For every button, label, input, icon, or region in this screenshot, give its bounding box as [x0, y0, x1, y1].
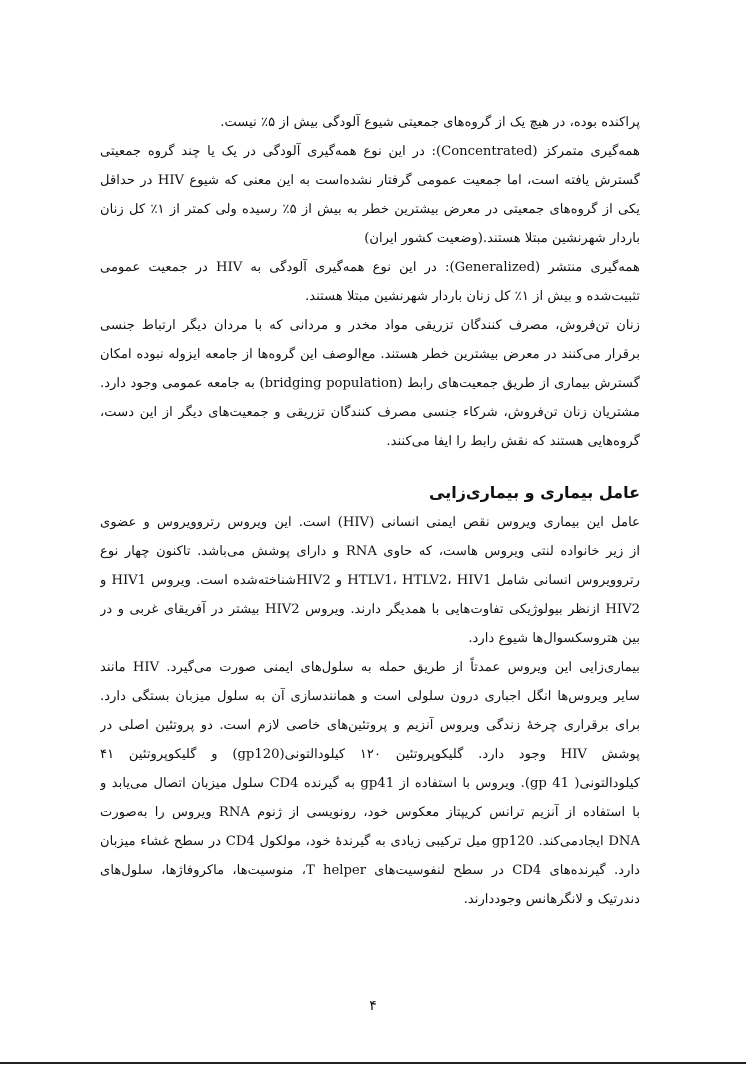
text-line: یکی از گروه‌های جمعیتی در معرض بیشترین خطر به بیش از ۵٪ رسیده ولی کمتر از ۱٪ کل زنان: [100, 202, 640, 217]
text-line: سایر ویروس‌ها انگل اجباری درون سلولی است و همانندسازی آن به سلول میزبان بستگی دارد.: [100, 689, 640, 704]
text-line: همه‌گیری منتشر (Generalized): در این نوع همه‌گیری آلودگی به HIV در جمعیت عمومی: [100, 260, 640, 275]
text-line: همه‌گیری متمرکز (Concentrated): در این نوع همه‌گیری آلودگی در یک یا چند گروه جمعیتی: [100, 144, 640, 159]
paragraph-concentrated-epidemic: [100, 137, 640, 253]
document-page: [100, 108, 640, 914]
text-line: دندرتیک و لانگرهانس وجوددارند.: [463, 892, 640, 907]
text-line: رتروویروس انسانی شامل HTLV1، HTLV2، HIV1 و HIV2شناخته‌شده است. ویروس HIV1 و: [100, 573, 640, 588]
page-number: ۴: [369, 998, 377, 1014]
text-line: عامل این بیماری ویروس نقص ایمنی انسانی (HIV) است. این ویروس رتروویروس و عضوی: [100, 515, 640, 530]
paragraph-pathogenesis: [100, 653, 640, 914]
text-line: از زیر خانواده لنتی ویروس هاست، که حاوی RNA و دارای پوشش می‌باشد. تاکنون چهار نوع: [100, 544, 640, 559]
footer-divider: [0, 1062, 746, 1064]
text-line: بین هتروسکسوال‌ها شیوع دارد.: [468, 631, 640, 646]
text-line: گسترش بیماری از طریق جمعیت‌های رابط (bridging population) به جامعه عمومی وجود دارد.: [100, 376, 640, 391]
section-heading: عامل بیماری و بیماری‌زایی: [429, 483, 640, 502]
text-line: بیماری‌زایی این ویروس عمدتاً از طریق حمله به سلول‌های ایمنی صورت می‌گیرد. HIV مانند: [100, 660, 640, 675]
text-line: DNA ایجادمی‌کند. gp120 میل ترکیبی زیادی به گیرندهٔ خود، مولکول CD4 در سطح غشاء میزبان: [100, 834, 640, 849]
paragraph-intro-continuation: [100, 108, 640, 137]
text-line: باردار شهرنشین مبتلا هستند.(وضعیت کشور ایران): [364, 231, 640, 246]
paragraph-high-risk-groups: [100, 311, 640, 456]
text-line: مشتریان زنان تن‌فروش، شرکاء جنسی مصرف کنندگان تزریقی و جمعیت‌های دیگر از این دست،: [100, 405, 640, 420]
text-line: پراکنده بوده، در هیچ یک از گروه‌های جمعیتی شیوع آلودگی بیش از ۵٪ نیست.: [220, 115, 640, 130]
text-line: دارد. گیرنده‌های CD4 در سطح لنفوسیت‌های T helper، منوسیت‌ها، ماکروفاژها، سلول‌های: [100, 863, 640, 878]
text-line: تثبیت‌شده و بیش از ۱٪ کل زنان باردار شهرنشین مبتلا هستند.: [305, 289, 640, 304]
text-line: برای برقراری چرخهٔ زندگی ویروس آنزیم و پروتئین‌های خاصی لازم است. دو پروتئین اصلی در: [100, 718, 640, 733]
text-line: برقرار می‌کنند در معرض بیشترین خطر هستند. مع‌الوصف این گروه‌ها از جامعه ایزوله نبوده امکان: [100, 347, 640, 362]
text-line: با استفاده از آنزیم ترانس کریپتاز معکوس خود، رونویسی از ژنوم RNA ویروس را به‌صورت: [100, 805, 640, 820]
text-line: گروه‌هایی هستند که نقش رابط را ایفا می‌کنند.: [386, 434, 640, 449]
text-line: گسترش یافته است، اما جمعیت عمومی گرفتار نشده‌است به این معنی که شیوع HIV در حداقل: [100, 173, 640, 188]
text-line: زنان تن‌فروش، مصرف کنندگان تزریقی مواد مخدر و مردانی که با مردان دیگر ارتباط جنسی: [100, 318, 640, 333]
text-line: HIV2 ازنظر بیولوژیکی تفاوت‌هایی با همدیگر دارند. ویروس HIV2 بیشتر در آفریقای غربی و در: [100, 602, 640, 617]
text-line: پوشش HIV وجود دارد. گلیکوپروتئین ۱۲۰ کیلودالتونی(gp120) و گلیکوپروتئین ۴۱: [100, 747, 640, 762]
paragraph-generalized-epidemic: [100, 253, 640, 311]
text-line: کیلودالتونی( gp 41). ویروس با استفاده از gp41 به گیرنده CD4 سلول میزبان اتصال می‌یابد و: [100, 776, 640, 791]
paragraph-causative-agent: [100, 508, 640, 653]
